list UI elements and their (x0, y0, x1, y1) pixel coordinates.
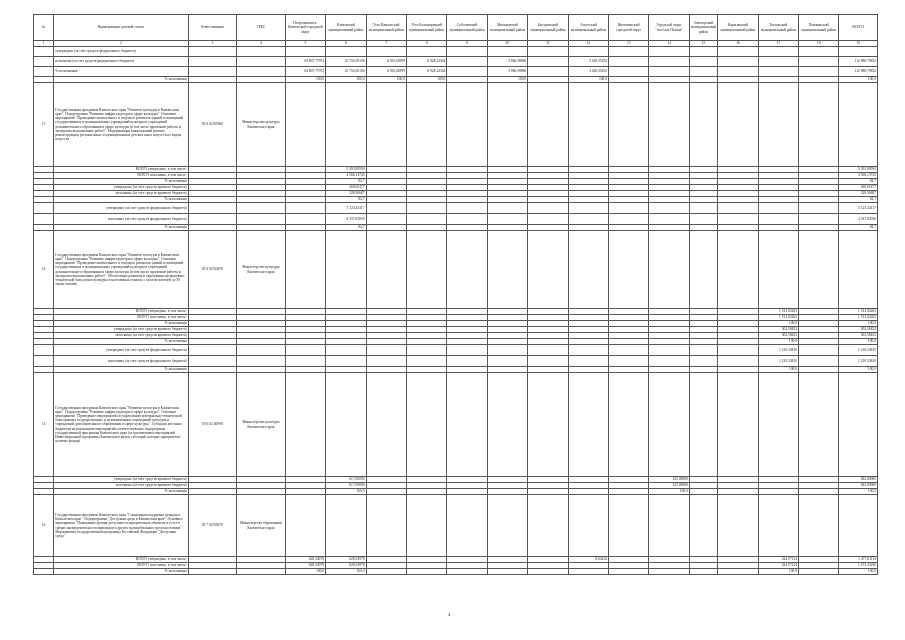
program-description: Государственная программа Камчатского края "Социальная поддержка граждан в Камчатском крае". Подпрограмма "Доступная среда в Камчатском крае". Основное мероприятие "Повышение уровня доступности приоритетных объектов и услуг в сферах жизнедеятельности инвалидов и других маломобильных групп населения". Мероприятия государственной программы Российской Федерации "Доступная среда" (54, 495, 188, 557)
budget-code: 05 6 02 R4670 (188, 231, 237, 309)
table-cell: 1 473,43180 (839, 563, 878, 569)
header-cell: Соболевский муниципальный район (447, 15, 487, 41)
row-label: % исполнения (54, 225, 188, 231)
table-cell: 84,7 (326, 179, 366, 185)
table-row (34, 569, 878, 575)
table-cell: 84,7 (839, 197, 878, 203)
header-cell: Карагинский муниципальный район (718, 15, 758, 41)
table-cell: 4 337,83056 (326, 214, 366, 225)
table-cell: 100,0 (285, 77, 325, 83)
table-cell: 5 393,09594 (326, 167, 366, 173)
budget-code: 05 7 02 R0270 (188, 495, 237, 557)
table-cell: 84,7 (839, 179, 878, 185)
table-row (34, 67, 878, 77)
table-cell: 302,58452 (758, 327, 798, 333)
column-number: 14 (649, 41, 689, 47)
table-cell: 3 430,35292 (568, 57, 608, 67)
table-cell: 100,0 (326, 569, 366, 575)
column-number: 7 (366, 41, 406, 47)
table-cell: 842,00000 (839, 477, 878, 483)
header-cell: Мильковский муниципальный район (487, 15, 527, 41)
table-cell: 25 756,30106 (326, 57, 366, 67)
table-cell: 8 928,24344 (406, 57, 446, 67)
column-number: 3 (188, 41, 237, 47)
table-cell: 100,0 (758, 367, 798, 373)
table-cell: 84,7 (326, 197, 366, 203)
program-description: Государственная программа Камчатского края "Развитие культуры в Камчатском крае". Подпрограмма "Развитие инфраструктуры в сфере культуры". Основное мероприятие "Проведение капитального и текущего ремонтов зданий и помещений государственных и муниципальных учреждений культуры и учреждений дополнительного образования в сфере культуры (в том числе проектные работы и экспертиза выполненных работ)". Модернизация (капитальный ремонт, реконструкция) региональных и муниципальных детских школ искусств по видам искусств (54, 83, 188, 167)
table-cell: 100,0 (326, 77, 366, 83)
column-number: 8 (406, 41, 446, 47)
column-number: 18 (799, 41, 839, 47)
row-label: ВСЕГО утверждено, в том числе: (54, 167, 188, 173)
table-cell: 84,7 (839, 225, 878, 231)
table-cell: 302,58452 (839, 333, 878, 339)
table-cell: 5 123,44117 (326, 203, 366, 214)
row-label: исполнено (за счет средств краевого бюджета) (54, 333, 188, 339)
header-cell: Елизовский муниципальный район (326, 15, 366, 41)
row-label: утверждено (за счет средств федерального бюджета) (54, 47, 188, 57)
row-label: исполнено (за счет средств краевого бюджета) (54, 483, 188, 489)
column-number: 19 (839, 41, 878, 47)
table-cell (568, 569, 608, 575)
table-cell: 4 566,13743 (326, 173, 366, 179)
header-cell: Усть-Большерецкий муниципальный район (406, 15, 446, 41)
table-cell: 3 430,35292 (568, 67, 608, 77)
table-cell: 5 123,44117 (839, 203, 878, 214)
table-cell: 6 565,02999 (366, 67, 406, 77)
table-cell: 100,0 (839, 339, 878, 345)
column-number: 2 (54, 41, 188, 47)
row-label: ВСЕГО исполнено, в том числе: (54, 563, 188, 569)
program-row (34, 495, 878, 557)
table-cell: 25 756,30106 (326, 67, 366, 77)
row-label: % исполнения (54, 367, 188, 373)
table-cell: 628,54978 (326, 557, 366, 563)
column-number: 17 (758, 41, 798, 47)
column-number: 12 (568, 41, 608, 47)
row-label: исполнено (за счет средств федерального бюджета) (54, 356, 188, 367)
column-number: 10 (487, 41, 527, 47)
table-cell: 224,57124 (758, 557, 798, 563)
table-cell: 628,54978 (326, 563, 366, 569)
budget-code: 05 6 02 R5560 (188, 83, 237, 167)
report-table (33, 14, 878, 575)
table-cell: 228,30687 (839, 191, 878, 197)
table-cell: 1 477,63114 (839, 557, 878, 563)
header-cell: Быстринский муниципальный район (528, 15, 568, 41)
row-label: ВСЕГО утверждено, в том числе: (54, 557, 188, 563)
column-number: 16 (718, 41, 758, 47)
row-label: % исполнения (54, 321, 188, 327)
program-row (34, 373, 878, 477)
header-cell: Петропавловск-Камчатский городской округ (285, 15, 325, 41)
column-number: 15 (689, 41, 717, 47)
table-row (34, 203, 878, 214)
row-label: ВСЕГО исполнено, в том числе: (54, 173, 188, 179)
row-number: 14 (34, 231, 54, 309)
table-cell: 617,00000 (326, 483, 366, 489)
row-label: % исполнения (54, 179, 188, 185)
row-label: утверждено (за счет средств краевого бюджета) (54, 327, 188, 333)
table-cell: 1 512,92263 (758, 315, 798, 321)
table-cell: 64 807,77972 (285, 67, 325, 77)
table-cell: 1 512,92263 (839, 315, 878, 321)
table-cell: 269,65477 (839, 185, 878, 191)
table-cell: 100,0 (649, 489, 689, 495)
page-number: 4 (448, 613, 451, 618)
table-cell: 6 565,02999 (366, 57, 406, 67)
table-cell: 100,0 (326, 489, 366, 495)
column-number: 6 (326, 41, 366, 47)
table-cell: 100,0 (839, 77, 878, 83)
table-cell: 1 210,33810 (839, 356, 878, 367)
table-cell: 617,00000 (326, 477, 366, 483)
row-label: % исполнения (54, 569, 188, 575)
header-cell: № (34, 15, 54, 41)
row-number: 15 (34, 373, 54, 477)
table-cell: 620,34078 (285, 557, 325, 563)
table-cell: 100,0 (758, 569, 798, 575)
table-cell: 224,57124 (758, 563, 798, 569)
column-number: 4 (237, 41, 286, 47)
row-label: % исполнения (54, 67, 188, 77)
table-cell: 100,0 (758, 339, 798, 345)
table-cell: 225,00000 (649, 483, 689, 489)
grbs-name: Министерство культуры Камчатского края (237, 83, 286, 167)
table-cell: 225,00000 (649, 477, 689, 483)
table-cell: 4 337,83056 (839, 214, 878, 225)
row-label: % исполнения (54, 489, 188, 495)
row-number: 16 (34, 495, 54, 557)
row-label: утверждено (за счет средств федерального бюджета) (54, 345, 188, 356)
column-number: 1 (34, 41, 54, 47)
table-cell: 100,0 (366, 77, 406, 83)
header-cell: ГРБС (237, 15, 286, 41)
table-cell: 3 860,58860 (487, 67, 527, 77)
row-label: исполнено (за счет средств федерального бюджета) (54, 57, 188, 67)
table-cell: 302,58452 (758, 333, 798, 339)
table-cell: 5 393,09594 (839, 167, 878, 173)
table-cell: 100,0 (285, 569, 325, 575)
table-cell: 302,58452 (839, 327, 878, 333)
header-cell: Пенжинский муниципальный район (799, 15, 839, 41)
header-cell: Олюторский муниципальный район (689, 15, 717, 41)
header-cell: Вилючинский городской округ (609, 15, 649, 41)
table-row (34, 57, 878, 67)
table-cell: 3 860,58860 (487, 57, 527, 67)
table-cell: 8,64216 (568, 557, 608, 563)
column-number: 13 (609, 41, 649, 47)
table-cell: 1 512,92263 (758, 309, 798, 315)
table-cell: 100,0 (839, 321, 878, 327)
column-number: 5 (285, 41, 325, 47)
program-description: Государственная программа Камчатского края "Развитие культуры в Камчатском крае". Подпрограмма "Развитие инфраструктуры в сфере культуры". Основное мероприятие "Проведение мероприятий по укреплению материально-технической базы краевых государственных и муниципальных учреждений культуры и учреждений дополнительного образования в сфере культуры". Субсидии местным бюджетам на реализацию мероприятий соответствующих подпрограмм государственной программы Камчатского края (за исключением мероприятий Инвестиционной программы Камчатского края и субсидий, которые приоритетно-целевые фонды) (54, 373, 188, 477)
row-label: ВСЕГО исполнено, в том числе: (54, 315, 188, 321)
table-row (34, 214, 878, 225)
table-cell: 100,0 (568, 77, 608, 83)
header-cell: Алеутский муниципальный район (568, 15, 608, 41)
table-cell: 112 988,79834 (839, 67, 878, 77)
table-cell: 269,65477 (326, 185, 366, 191)
row-number: 13 (34, 83, 54, 167)
table-cell: 8 928,24344 (406, 67, 446, 77)
row-label: исполнено (за счет средств краевого бюджета) (54, 191, 188, 197)
table-cell: 84,7 (326, 225, 366, 231)
header-cell: Тигильский муниципальный район (758, 15, 798, 41)
column-number: 9 (447, 41, 487, 47)
row-label: % исполнения (54, 197, 188, 203)
table-cell: 100,0 (758, 321, 798, 327)
table-row (34, 345, 878, 356)
table-cell: 100,0 (839, 367, 878, 373)
program-row (34, 83, 878, 167)
header-cell: Усть-Камчатский муниципальный район (366, 15, 406, 41)
table-cell: 228,30687 (326, 191, 366, 197)
row-label: утверждено (за счет средств федерального бюджета) (54, 203, 188, 214)
table-cell: 1 210,33810 (758, 356, 798, 367)
grbs-name: Министерство образования Камчатского края (237, 495, 286, 557)
table-cell: 64 807,77972 (285, 57, 325, 67)
header-cell: Ответственные (188, 15, 237, 41)
table-row (34, 47, 878, 57)
table-cell: 1 512,92263 (839, 309, 878, 315)
row-label: утверждено (за счет средств краевого бюджета) (54, 477, 188, 483)
row-label: ВСЕГО утверждено, в том числе: (54, 309, 188, 315)
table-cell: 1 210,33810 (839, 345, 878, 356)
table-cell: 100,0 (839, 489, 878, 495)
table-cell: 112 988,79834 (839, 57, 878, 67)
table-cell: 100,0 (839, 569, 878, 575)
row-label: % исполнения (54, 339, 188, 345)
table-cell: 1 210,33810 (758, 345, 798, 356)
table-row (34, 356, 878, 367)
grbs-name: Министерство культуры Камчатского края (237, 231, 286, 309)
table-cell: 4 566,13743 (839, 173, 878, 179)
header-cell: Наименование целевой статьи (54, 15, 188, 41)
header-cell: Городской округ "поселок Палана" (649, 15, 689, 41)
program-row (34, 231, 878, 309)
grbs-name: Министерство культуры Камчатского края (237, 373, 286, 477)
row-label: % исполнения (54, 77, 188, 83)
row-label: исполнено (за счет средств федерального бюджета) (54, 214, 188, 225)
table-cell: 100,0 (487, 77, 527, 83)
table-cell: 842,00000 (839, 483, 878, 489)
column-number: 11 (528, 41, 568, 47)
budget-code: 05 6 02 40090 (188, 373, 237, 477)
header-cell: ВСЕГО (839, 15, 878, 41)
header-row (34, 15, 878, 41)
table-cell: 100,0 (406, 77, 446, 83)
row-label: утверждено (за счет средств краевого бюджета) (54, 185, 188, 191)
program-description: Государственная программа Камчатского края "Развитие культуры в Камчатском крае". Подпрограмма "Развитие инфраструктуры в сфере культуры". Основное мероприятие "Проведение капитального и текущего ремонтов зданий и помещений государственных и муниципальных учреждений культуры и учреждений дополнительного образования в сфере культуры (в том числе проектные работы и экспертиза выполненных работ)". Обеспечение развития и укрепления материально-технической базы домов культуры в населенных пунктах с числом жителей до 50 тысяч человек (54, 231, 188, 309)
table-cell: 620,34078 (285, 563, 325, 569)
